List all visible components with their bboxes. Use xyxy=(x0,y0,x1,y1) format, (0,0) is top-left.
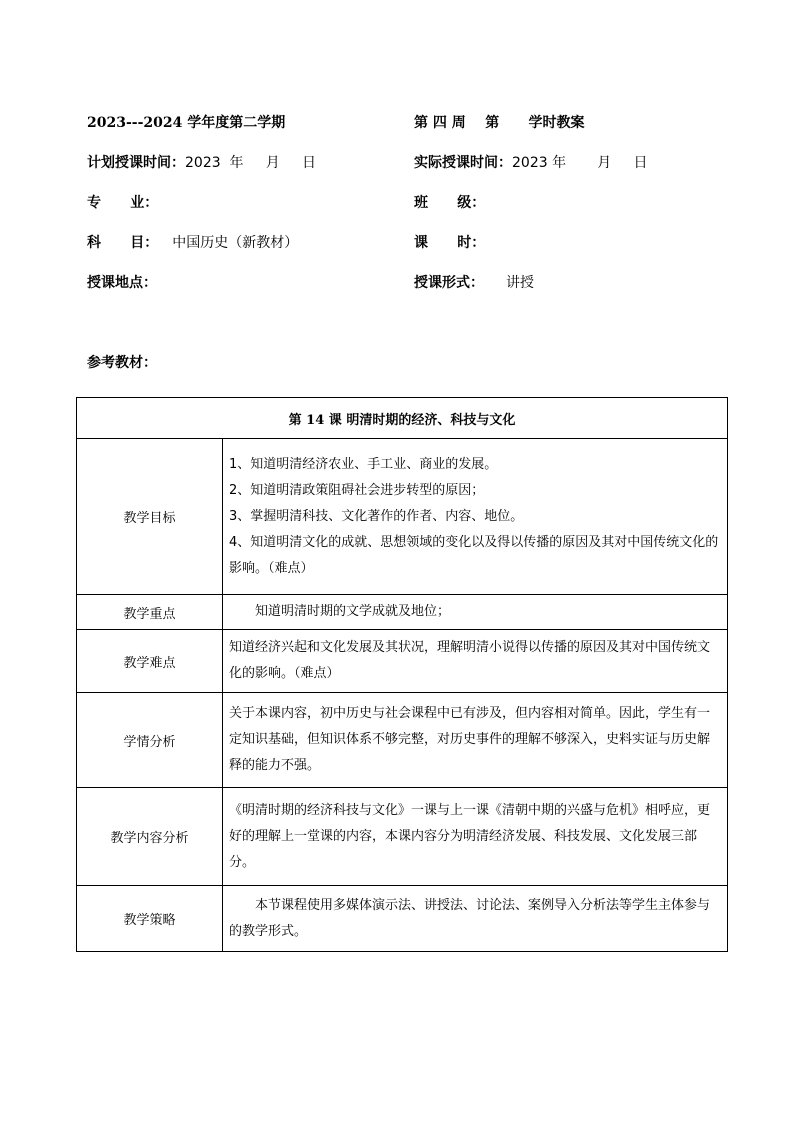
table-row xyxy=(77,439,728,595)
major-label: 专 业： xyxy=(87,195,159,211)
subject-field xyxy=(87,233,298,253)
row-label-strategy: 教学策略 xyxy=(77,886,223,952)
row-label-difficulties: 教学难点 xyxy=(77,630,223,693)
place-label: 授课地点： xyxy=(87,275,157,291)
lesson-plan-table xyxy=(76,397,728,952)
row-label-learner-analysis: 学情分析 xyxy=(77,693,223,788)
table-row xyxy=(77,630,728,693)
plan-time xyxy=(87,153,316,173)
objective-1: 1、知道明清经济农业、手工业、商业的发展。 xyxy=(229,456,498,472)
strategy-content: 本节课程使用多媒体演示法、讲授法、讨论法、案例导入分析法等学生主体参与的教学形式。 xyxy=(223,886,728,952)
plan-time-label: 计划授课时间： xyxy=(87,155,185,171)
difficulties-content: 知道经济兴起和文化发展及其状况，理解明清小说得以传播的原因及其对中国传统文化的影响。（难点） xyxy=(223,630,728,693)
table-row xyxy=(77,693,728,788)
subject-label: 科 目： xyxy=(87,235,159,251)
row-label-key-points: 教学重点 xyxy=(77,595,223,630)
reference-label: 参考教材： xyxy=(87,355,157,371)
form-value: 讲授 xyxy=(506,275,534,291)
learner-analysis-content: 关于本课内容，初中历史与社会课程中已有涉及，但内容相对简单。因此，学生有一定知识基础，但知识体系不够完整，对历史事件的理解不够深入，史料实证与历史解释的能力不强。 xyxy=(223,693,728,788)
hours-label: 课 时： xyxy=(414,235,486,251)
week-heading: 第 四 周 第 学时教案 xyxy=(414,115,585,131)
key-points-content: 知道明清时期的文学成就及地位； xyxy=(223,595,728,630)
objectives-content xyxy=(223,439,728,595)
actual-time xyxy=(414,153,647,173)
lesson-title-row xyxy=(77,398,728,439)
content-analysis-content: 《明清时期的经济科技与文化》一课与上一课《清朝中期的兴盛与危机》相呼应，更好的理解上一堂课的内容，本课内容分为明清经济发展、科技发展、文化发展三部分。 xyxy=(223,788,728,886)
term-heading: 2023---2024 学年度第二学期 xyxy=(87,115,286,131)
table-row xyxy=(77,886,728,952)
objective-4: 4、知道明清文化的成就、思想领域的变化以及得以传播的原因及其对中国传统文化的影响。（难点） xyxy=(229,534,719,576)
objective-2: 2、知道明清政策阻碍社会进步转型的原因； xyxy=(229,482,485,498)
form-field xyxy=(414,273,534,293)
lesson-title: 第 14 课 明清时期的经济、科技与文化 xyxy=(77,398,728,439)
table-row xyxy=(77,595,728,630)
actual-time-label: 实际授课时间： xyxy=(414,155,512,171)
subject-value: 中国历史（新教材） xyxy=(172,235,299,251)
row-label-content-analysis: 教学内容分析 xyxy=(77,788,223,886)
place-field xyxy=(87,273,157,293)
major-field xyxy=(87,193,158,213)
hours-field xyxy=(414,233,485,253)
plan-time-value: 2023 年 月 日 xyxy=(185,155,317,171)
actual-time-value: 2023 年 月 日 xyxy=(512,155,648,171)
objective-3: 3、掌握明清科技、文化著作的作者、内容、地位。 xyxy=(229,508,524,524)
class-field xyxy=(414,193,485,213)
table-row xyxy=(77,788,728,886)
row-label-objectives: 教学目标 xyxy=(77,439,223,595)
class-label: 班 级： xyxy=(414,195,486,211)
form-label: 授课形式： xyxy=(414,275,484,291)
